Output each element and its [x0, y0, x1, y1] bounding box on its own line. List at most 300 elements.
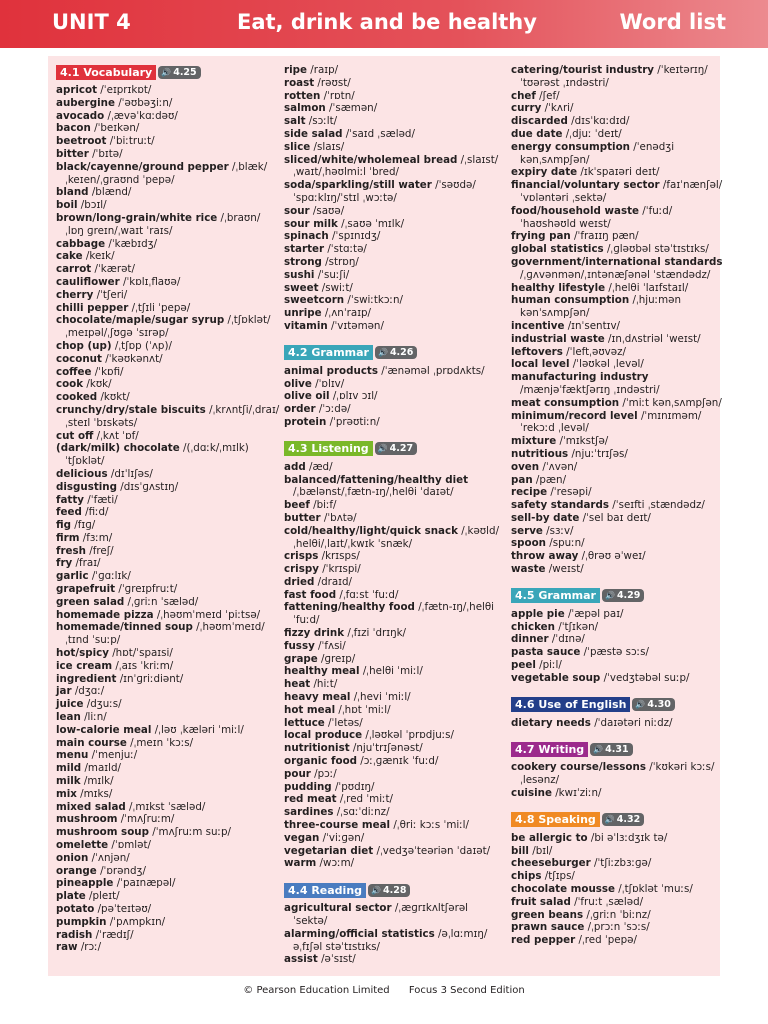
- word-entry: [284, 902, 499, 915]
- pronunciation: /mɪlk/: [80, 775, 114, 788]
- pronunciation-continuation: ˌlesənz/: [520, 774, 560, 787]
- pronunciation: /biːf/: [309, 499, 337, 512]
- word-entry: [511, 896, 726, 909]
- pronunciation: /ˈspɪnɪdʒ/: [328, 230, 381, 243]
- headword: due date: [511, 127, 563, 140]
- pronunciation: /hɒt/ˈspaɪsi/: [108, 647, 173, 660]
- headword: avocado: [56, 109, 105, 122]
- pronunciation: /ˈsæmən/: [325, 102, 378, 115]
- word-entry: [56, 929, 271, 942]
- pronunciation: /liːn/: [80, 711, 107, 724]
- pronunciation-continuation: ˈhaʊshəʊld weɪst/: [520, 217, 611, 230]
- word-entry: [56, 97, 271, 110]
- pronunciation: /spuːn/: [545, 537, 585, 550]
- headword: black/cayenne/ground pepper: [56, 160, 229, 173]
- pronunciation: /ˈtʃɪkən/: [554, 620, 599, 633]
- word-entry: [56, 186, 271, 199]
- headword: curry: [511, 102, 542, 115]
- word-entry: [284, 717, 499, 730]
- word-entry: [284, 243, 499, 256]
- word-entry: [511, 499, 726, 512]
- pronunciation: /ɔːˌɡænɪk ˈfuːd/: [357, 755, 439, 768]
- audio-track-button[interactable]: [602, 589, 644, 602]
- headword: financial/voluntary sector: [511, 179, 660, 192]
- pronunciation: /ˌhɒt ˈmiːl/: [335, 703, 391, 716]
- pronunciation: /fɪɡ/: [71, 519, 96, 532]
- headword: olive oil: [284, 390, 330, 403]
- headword: coconut: [56, 352, 102, 365]
- pronunciation: /ˌfɪzi ˈdrɪŋk/: [344, 627, 407, 640]
- pronunciation: /ˌɒlɪv ɔɪl/: [329, 390, 378, 403]
- pronunciation: /saʊə/: [309, 204, 345, 217]
- headword: orange: [56, 864, 97, 877]
- word-entry: [56, 135, 271, 148]
- pronunciation: /ˌmeɪn ˈkɔːs/: [126, 736, 194, 749]
- word-entry: [56, 442, 271, 455]
- pronunciation: /ˈʌvən/: [539, 460, 578, 473]
- speaker-icon: 🔊: [377, 444, 388, 454]
- headword: fatty: [56, 493, 84, 506]
- pronunciation: /swiːt/: [318, 281, 353, 294]
- pronunciation-continuation: ˈtʃɒklət/: [65, 455, 105, 468]
- pronunciation: /ˌtʃɪli ˈpepə/: [128, 301, 191, 314]
- pronunciation: /sɔːlt/: [305, 115, 338, 128]
- headword: rotten: [284, 89, 321, 102]
- word-entry: [56, 647, 271, 660]
- pronunciation-continuation: ˌmeɪpəl/ˌʃʊɡə ˈsɪrəp/: [65, 327, 169, 340]
- word-entry: [284, 499, 499, 512]
- word-column-3: [511, 64, 726, 947]
- headword: fast food: [284, 588, 337, 601]
- pronunciation: /ˌʌnˈraɪp/: [321, 307, 372, 320]
- pronunciation: /ˌtʃɒp (ˈʌp)/: [111, 339, 172, 352]
- headword: homemade pizza: [56, 608, 154, 621]
- pronunciation: /ˌləʊkəl ˈprɒdjuːs/: [362, 729, 455, 742]
- headword: cuisine: [511, 787, 552, 800]
- pronunciation: /slaɪs/: [310, 140, 345, 153]
- pronunciation: /ˌhevi ˈmiːl/: [350, 691, 411, 704]
- headword: animal products: [284, 364, 378, 377]
- audio-track-button[interactable]: [602, 813, 644, 826]
- headword: cabbage: [56, 237, 106, 250]
- pronunciation: /kʊkt/: [97, 391, 130, 404]
- word-entry: [56, 557, 271, 570]
- pronunciation: /ˌθrəʊ əˈweɪ/: [578, 550, 646, 563]
- pronunciation-continuation: əˌfɪʃəl stəˈtɪstɪks/: [293, 940, 381, 953]
- headword: industrial waste: [511, 332, 605, 345]
- pronunciation: /ˌred ˈpepə/: [575, 934, 637, 947]
- word-entry: [511, 761, 726, 774]
- audio-track-button[interactable]: [632, 698, 674, 711]
- pronunciation: /krɪsps/: [318, 550, 360, 563]
- word-entry: [284, 282, 499, 295]
- headword: fry: [56, 557, 73, 570]
- headword: agricultural sector: [284, 902, 392, 915]
- audio-track-button[interactable]: [590, 743, 632, 756]
- headword: soda/sparkling/still water: [284, 179, 432, 192]
- word-entry: [56, 276, 271, 289]
- headword: slice: [284, 140, 311, 153]
- pronunciation: /hiːt/: [310, 678, 338, 691]
- word-entry: [284, 832, 499, 845]
- pronunciation: /ˈɒlɪv/: [311, 377, 345, 390]
- pronunciation: /ˈʌnjən/: [88, 851, 130, 864]
- pronunciation: /ˈkærət/: [91, 263, 135, 276]
- headword: pasta sauce: [511, 646, 581, 659]
- pronunciation: /ˌkrʌntʃi/ˌdraɪ/: [205, 403, 280, 416]
- headword: bacon: [56, 122, 91, 135]
- word-column-2: [284, 64, 499, 966]
- pronunciation: /ˈkæbɪdʒ/: [105, 237, 158, 250]
- word-entry: [284, 678, 499, 691]
- pronunciation: /faɪˈnænʃəl/: [659, 179, 723, 192]
- word-entry: [511, 909, 726, 922]
- word-entry: [511, 659, 726, 672]
- word-entry: [56, 775, 271, 788]
- word-entry: [56, 801, 271, 814]
- word-entry: [56, 660, 271, 673]
- headword: lean: [56, 711, 81, 724]
- word-entry: [56, 890, 271, 903]
- word-entry: [56, 532, 271, 545]
- pronunciation: /ˌprɔːn ˈsɔːs/: [584, 921, 650, 934]
- headword: omelette: [56, 839, 109, 852]
- headword: waste: [511, 563, 546, 576]
- pronunciation: /ˈseɪfti ˌstændədz/: [609, 499, 705, 512]
- headword: sour: [284, 204, 310, 217]
- word-entry: [511, 550, 726, 563]
- word-entry: [511, 243, 726, 256]
- word-entry: [56, 621, 271, 634]
- word-entry: [511, 230, 726, 243]
- word-entry: [56, 148, 271, 161]
- word-entry: [511, 461, 726, 474]
- word-entry: [56, 609, 271, 622]
- headword: heat: [284, 678, 311, 691]
- headword: energy consumption: [511, 140, 630, 153]
- word-entry: [56, 737, 271, 750]
- pronunciation: /ˌhjuːmən: [629, 294, 682, 307]
- audio-track-number: 4.31: [605, 743, 629, 755]
- pronunciation: /ˈrɒtn/: [320, 89, 355, 102]
- word-entry: [284, 768, 499, 781]
- headword: chop (up): [56, 339, 112, 352]
- section-title: 4.7 Writing: [511, 742, 588, 757]
- audio-track-number: 4.30: [647, 699, 671, 711]
- pronunciation: /ˈɡɑːlɪk/: [88, 570, 131, 583]
- pronunciation: /ˈɒmlət/: [108, 839, 151, 852]
- pronunciation: /ˌɡləʊbəl stəˈtɪstɪks/: [603, 243, 709, 256]
- word-entry: [511, 646, 726, 659]
- pronunciation: /dɪˈlɪʃəs/: [107, 467, 153, 480]
- word-entry: [511, 282, 726, 295]
- pronunciation: /əˌlɑːmɪŋ/: [434, 927, 488, 940]
- headword: peel: [511, 659, 536, 672]
- word-entry: [56, 916, 271, 929]
- pronunciation-continuation: kənˈsʌmpʃən/: [520, 307, 590, 320]
- word-entry: [284, 793, 499, 806]
- headword: fattening/healthy food: [284, 601, 415, 614]
- headword: crisps: [284, 550, 319, 563]
- headword: dietary needs: [511, 716, 591, 729]
- pronunciation: /ˌkəʊld/: [457, 524, 500, 537]
- pronunciation: /ˈtʃeri/: [93, 288, 128, 301]
- headword: low-calorie meal: [56, 723, 152, 736]
- pronunciation: /ˈkeɪtərɪŋ/: [654, 64, 708, 76]
- pronunciation: /ɪkˈspaɪəri deɪt/: [577, 166, 660, 179]
- headword: plate: [56, 890, 86, 903]
- word-entry: [56, 570, 271, 583]
- pronunciation: /ˌtʃɒklət/: [224, 314, 271, 327]
- headword: healthy lifestyle: [511, 281, 606, 294]
- headword: starter: [284, 243, 325, 256]
- headword: beetroot: [56, 135, 107, 148]
- word-entry: [284, 269, 499, 282]
- pronunciation: /sɜːv/: [542, 524, 574, 537]
- word-entry: [284, 230, 499, 243]
- word-entry: [511, 672, 726, 685]
- pronunciation: /ˌaɪs ˈkriːm/: [112, 659, 174, 672]
- word-entry: [284, 390, 499, 403]
- word-entry: [284, 474, 499, 487]
- headword: vegetarian diet: [284, 844, 374, 857]
- headword: cut off: [56, 429, 94, 442]
- headword: pudding: [284, 780, 332, 793]
- word-entry: [284, 205, 499, 218]
- word-entry: [284, 365, 499, 378]
- headword: radish: [56, 928, 93, 941]
- word-entry: [284, 845, 499, 858]
- pronunciation: /freʃ/: [86, 544, 114, 557]
- section-title: 4.5 Grammar: [511, 588, 600, 603]
- word-entry: [511, 608, 726, 621]
- pronunciation-continuation: ˌlɒŋ ɡreɪn/ˌwaɪt ˈraɪs/: [65, 224, 173, 237]
- word-entry: [511, 832, 726, 845]
- pronunciation: /ˈsaɪd ˌsæləd/: [342, 127, 415, 140]
- audio-track-button[interactable]: [375, 442, 417, 455]
- pronunciation-continuation: ˌwaɪt/ˌhəʊlmiːl ˈbred/: [293, 166, 400, 179]
- pronunciation: /piːl/: [535, 659, 562, 672]
- headword: sour milk: [284, 217, 338, 230]
- headword: apple pie: [511, 607, 565, 620]
- pronunciation: /kʊk/: [83, 378, 112, 391]
- pronunciation: /ˈmʌʃruːm/: [117, 813, 175, 826]
- headword: side salad: [284, 127, 343, 140]
- headword: main course: [56, 736, 127, 749]
- headword: green beans: [511, 908, 584, 921]
- section-heading: [284, 345, 499, 361]
- headword: recipe: [511, 486, 548, 499]
- headword: spoon: [511, 537, 546, 550]
- word-entry: [511, 346, 726, 359]
- pronunciation: /ˈviːɡən/: [319, 831, 365, 844]
- pronunciation: /ˌvedʒəˈteəriən ˈdaɪət/: [373, 844, 491, 857]
- pronunciation-continuation: ˌhelθi/ˌlaɪt/ˌkwɪk ˈsnæk/: [293, 537, 413, 550]
- pronunciation: /ˈkʌri/: [541, 102, 574, 115]
- word-entry: [56, 468, 271, 481]
- word-entry: [511, 883, 726, 896]
- pronunciation: /ˈstɑːtə/: [324, 243, 367, 256]
- pronunciation: /ˌhelθi ˈmiːl/: [359, 665, 423, 678]
- audio-track-number: 4.26: [389, 347, 414, 359]
- pronunciation: /ˈæpəl paɪ/: [564, 607, 624, 620]
- pronunciation: /ˈsel baɪ deɪt/: [579, 511, 651, 524]
- word-entry: [284, 819, 499, 832]
- headword: prawn sauce: [511, 921, 585, 934]
- headword: bland: [56, 186, 89, 199]
- headword: sweet: [284, 281, 319, 294]
- headword: chocolate mousse: [511, 883, 616, 896]
- word-entry: [284, 729, 499, 742]
- headword: grape: [284, 652, 318, 665]
- section-heading: [284, 882, 499, 898]
- pronunciation: /ˈænəməl ˌprɒdʌkts/: [377, 364, 485, 377]
- pronunciation: /ɪnˈsentɪv/: [564, 319, 621, 332]
- headword: brown/long-grain/white rice: [56, 211, 218, 224]
- pronunciation: /ˌred ˈmiːt/: [336, 793, 394, 806]
- headword: safety standards: [511, 499, 609, 512]
- pronunciation: /ˌɡriːn ˈsæləd/: [124, 595, 199, 608]
- pronunciation: /ˈbeɪkən/: [90, 122, 140, 135]
- word-entry: [56, 494, 271, 507]
- pronunciation-continuation: ˈspɑːklɪŋ/ˈstɪl ˌwɔːtə/: [293, 191, 397, 204]
- pronunciation: /ˌtʃɒklət ˈmuːs/: [615, 883, 693, 896]
- word-entry: [56, 673, 271, 686]
- headword: leftovers: [511, 345, 563, 358]
- pronunciation: /ˈletəs/: [324, 716, 363, 729]
- word-entry: [56, 481, 271, 494]
- pronunciation-continuation: /ˌbælənst/ˌfætn-ɪŋ/ˌhelθi ˈdaɪət/: [293, 486, 454, 499]
- headword: feed: [56, 506, 82, 519]
- headword: protein: [284, 415, 327, 428]
- word-entry: [56, 826, 271, 839]
- pronunciation: /ˈkəʊkənʌt/: [101, 352, 163, 365]
- word-entry: [56, 685, 271, 698]
- headword: nutritious: [511, 447, 569, 460]
- pronunciation: /ˈmɪkstʃə/: [556, 435, 609, 448]
- headword: chef: [511, 89, 536, 102]
- pronunciation-continuation: /ˌɡʌvənmən/ˌɪntənæʃənəl ˈstændədz/: [520, 268, 711, 281]
- pronunciation: /ˌmɪkst ˈsæləd/: [125, 800, 206, 813]
- headword: unripe: [284, 307, 322, 320]
- pronunciation: /dʒɑː/: [71, 685, 105, 698]
- copyright-text: © Pearson Education Limited: [243, 985, 390, 996]
- edition-text: Focus 3 Second Edition: [408, 985, 525, 996]
- headword: crunchy/dry/stale biscuits: [56, 403, 206, 416]
- word-entry: [56, 212, 271, 225]
- word-entry: [511, 448, 726, 461]
- pronunciation: /ˌhəʊmˈmeɪd/: [192, 621, 265, 634]
- headword: milk: [56, 775, 81, 788]
- word-entry: [511, 486, 726, 499]
- word-entry: [284, 378, 499, 391]
- unit-label: UNIT 4: [52, 10, 131, 34]
- audio-track-button[interactable]: [375, 346, 417, 359]
- audio-track-button[interactable]: [158, 66, 200, 79]
- pronunciation: /dʒuːs/: [83, 698, 122, 711]
- section-heading: [511, 741, 726, 757]
- word-entry: [284, 806, 499, 819]
- word-list-label: Word list: [619, 10, 726, 34]
- headword: salt: [284, 115, 306, 128]
- word-entry: [56, 110, 271, 123]
- word-entry: [284, 601, 499, 614]
- headword: catering/tourist industry: [511, 64, 654, 76]
- word-entry: [284, 512, 499, 525]
- pronunciation: /ˌθriː kɔːs ˈmiːl/: [390, 819, 470, 832]
- headword: cheeseburger: [511, 857, 591, 870]
- pronunciation: /ˈmenjuː/: [88, 749, 138, 762]
- headword: raw: [56, 941, 78, 954]
- pronunciation: /blænd/: [88, 186, 132, 199]
- pronunciation: /ˈɡreɪpfruːt/: [115, 583, 178, 596]
- headword: fussy: [284, 639, 315, 652]
- word-entry: [284, 64, 499, 77]
- pronunciation: /ˈkrɪspi/: [318, 563, 361, 576]
- word-entry: [284, 857, 499, 870]
- headword: delicious: [56, 467, 108, 480]
- headword: spinach: [284, 230, 329, 243]
- word-entry: [511, 717, 726, 730]
- word-entry: [56, 596, 271, 609]
- headword: dried: [284, 575, 315, 588]
- audio-track-button[interactable]: [368, 884, 410, 897]
- unit-title: Eat, drink and be healthy: [237, 10, 537, 34]
- headword: cauliflower: [56, 275, 120, 288]
- word-entry: [284, 102, 499, 115]
- headword: aubergine: [56, 96, 115, 109]
- word-entry: [56, 391, 271, 404]
- pronunciation: /bɔɪl/: [77, 199, 107, 212]
- word-entry: [511, 845, 726, 858]
- section-title: 4.8 Speaking: [511, 812, 600, 827]
- word-entry: [56, 506, 271, 519]
- word-entry: [284, 589, 499, 602]
- word-entry: [56, 941, 271, 954]
- headword: fizzy drink: [284, 627, 345, 640]
- pronunciation: /ˈkɒfi/: [91, 365, 124, 378]
- pronunciation: /ˌblæk/: [228, 160, 268, 173]
- headword: sweetcorn: [284, 294, 345, 307]
- page-header: [0, 0, 768, 48]
- pronunciation: /ˈvedʒtəbəl suːp/: [600, 671, 690, 684]
- headword: potato: [56, 903, 95, 915]
- headword: vegetable soup: [511, 671, 601, 684]
- word-entry: [511, 410, 726, 423]
- pronunciation: /ˈenədʒi: [629, 140, 675, 153]
- pronunciation: /ˈkɒlɪˌflaʊə/: [119, 275, 181, 288]
- word-entry: [56, 813, 271, 826]
- headword: fig: [56, 519, 72, 532]
- headword: grapefruit: [56, 583, 116, 596]
- pronunciation: /ˈdaɪətəri niːdz/: [590, 716, 673, 729]
- section-heading: [511, 812, 726, 828]
- headword: mix: [56, 787, 77, 800]
- pronunciation: /weɪst/: [545, 563, 584, 576]
- section-title: 4.1 Vocabulary: [56, 65, 156, 80]
- section-heading: [56, 64, 271, 80]
- pronunciation: /ˈdɪnə/: [548, 633, 585, 646]
- pronunciation: /ˈsuːʃi/: [314, 268, 350, 281]
- pronunciation: /ˌhelθi ˈlaɪfstaɪl/: [605, 281, 689, 294]
- speaker-icon: 🔊: [593, 744, 604, 754]
- word-entry: [56, 762, 271, 775]
- word-entry: [284, 742, 499, 755]
- headword: assist: [284, 953, 318, 966]
- pronunciation: /ˈmiːt kənˌsʌmpʃən/: [619, 396, 722, 409]
- pronunciation: /ˈpʌmpkɪn/: [106, 915, 166, 928]
- headword: three-course meal: [284, 819, 391, 832]
